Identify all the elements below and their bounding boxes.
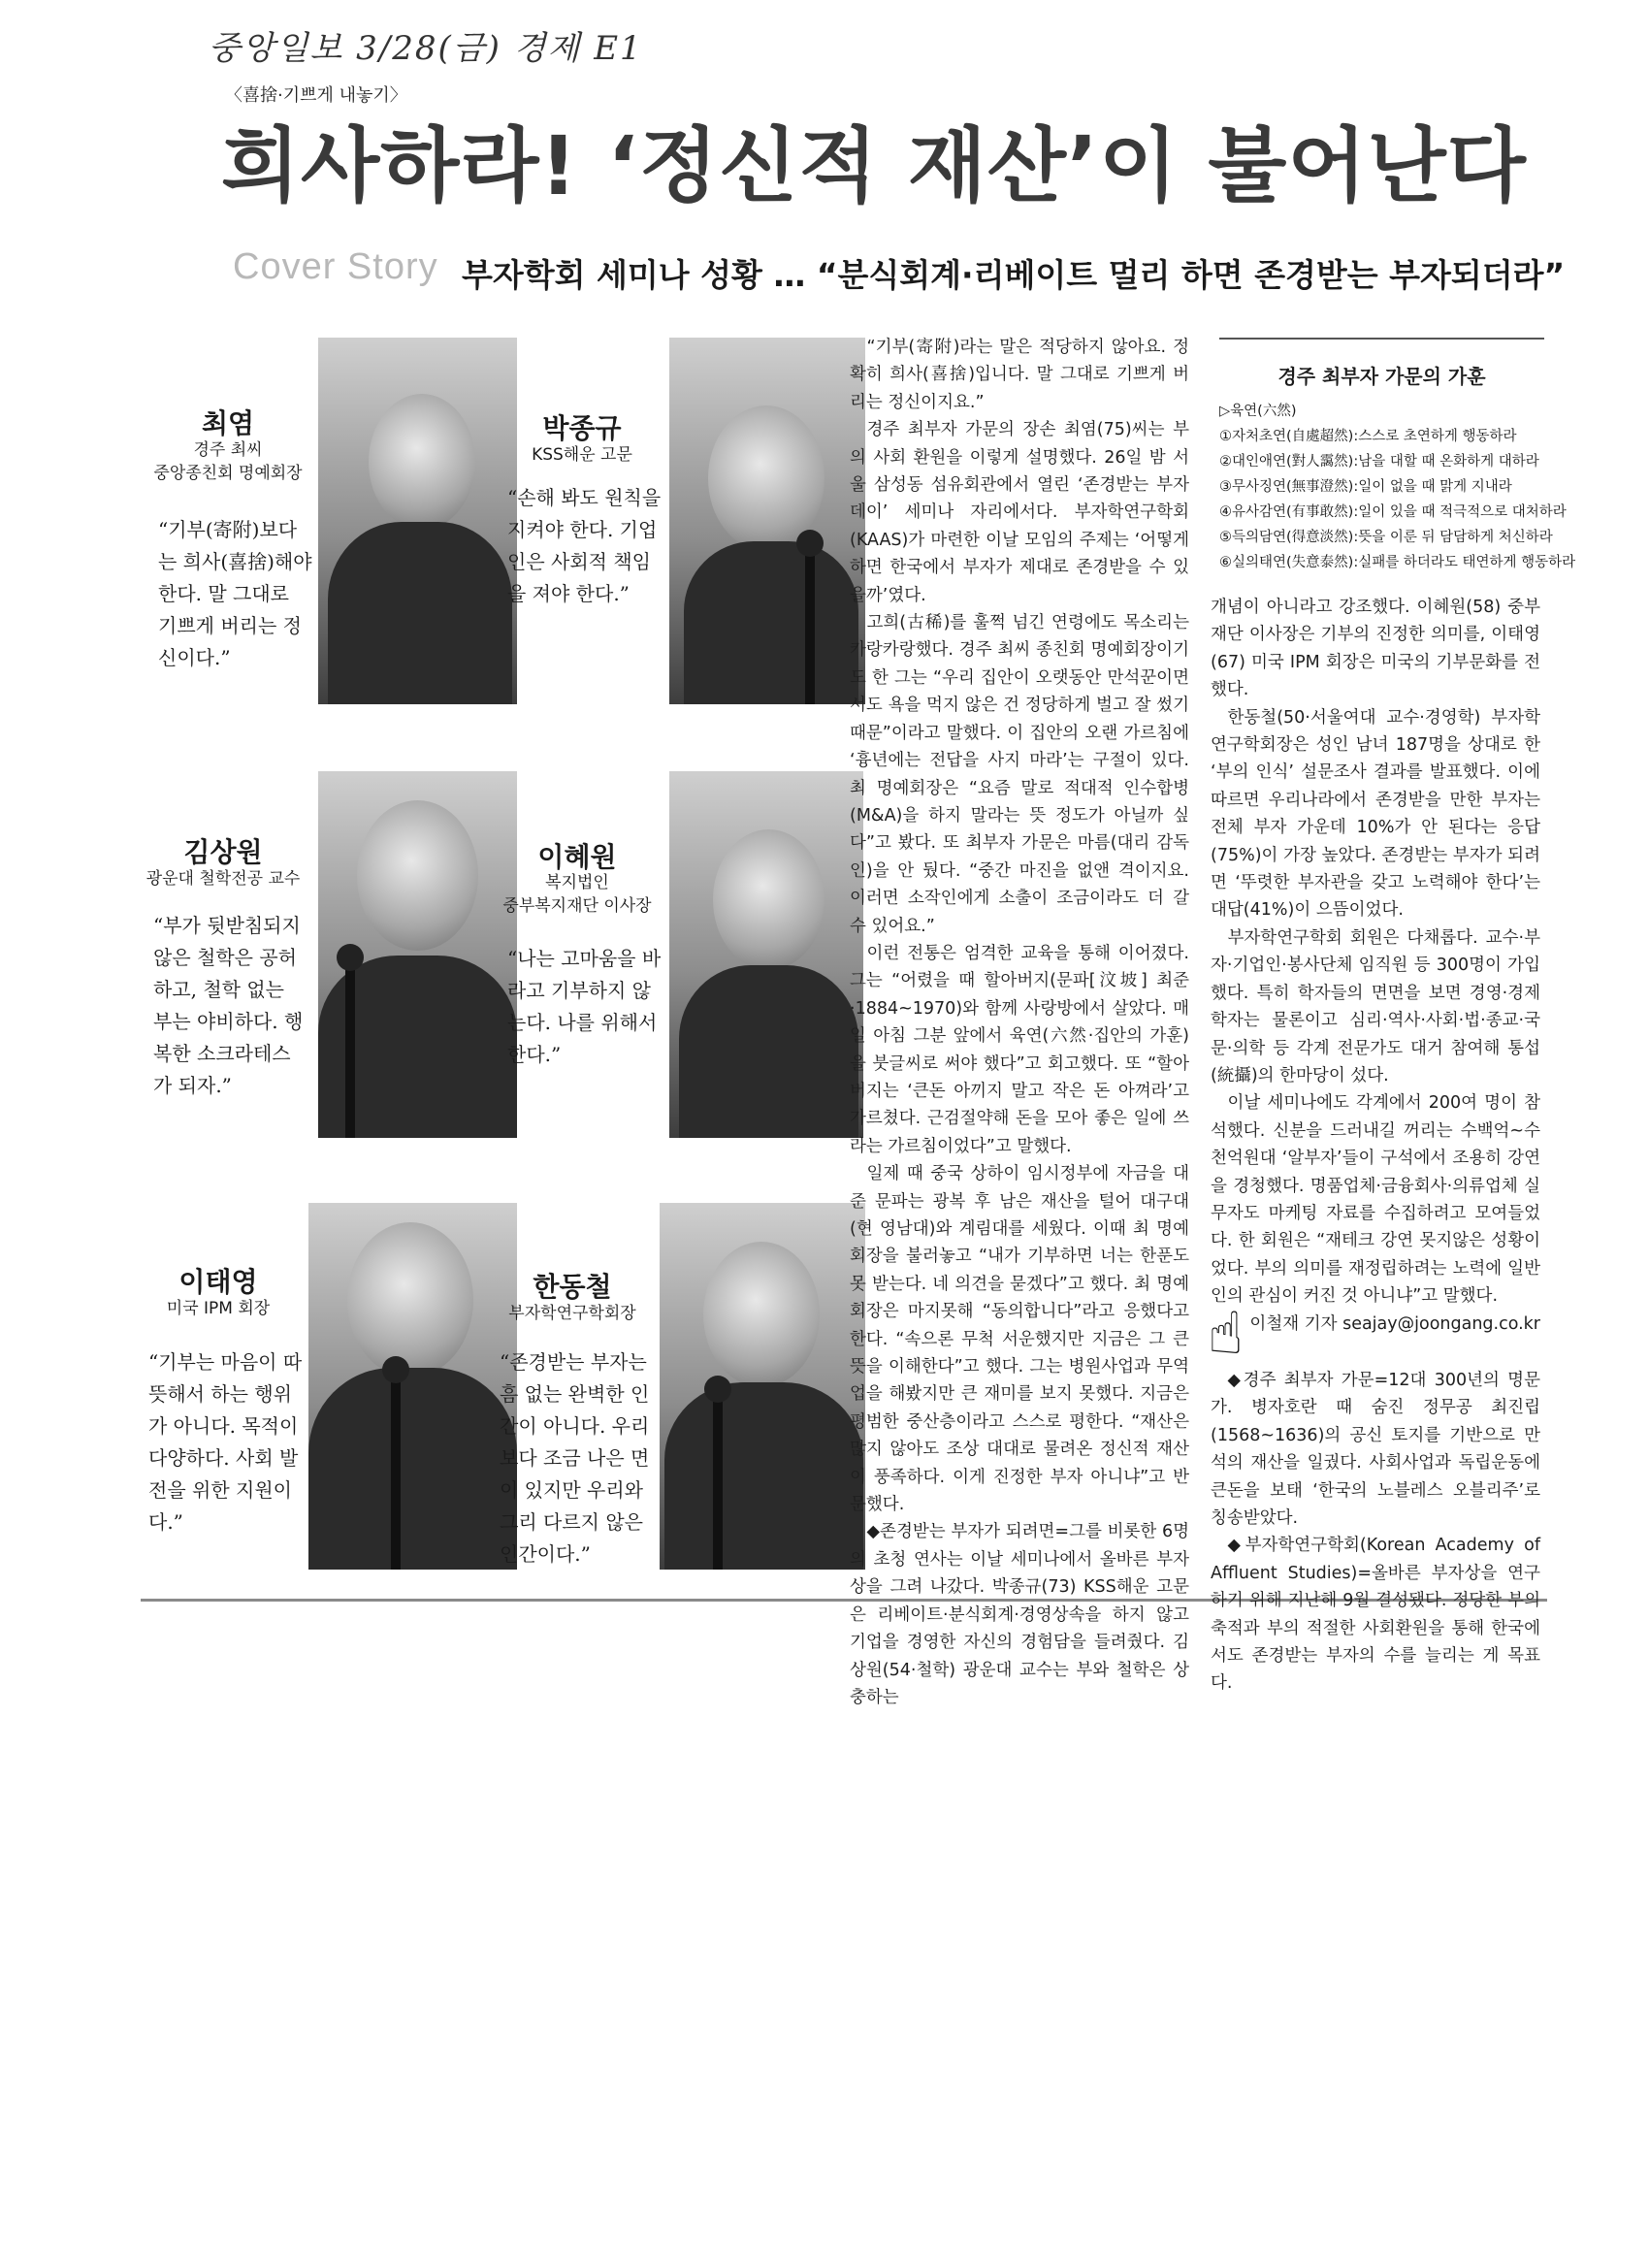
speaker-role: 경주 최씨 중앙종친회 명예회장	[153, 440, 303, 483]
speaker-quote: “나는 고마움을 바라고 기부하지 않는다. 나를 위해서 한다.”	[507, 947, 662, 1066]
speaker-quote: “기부(寄附)보다는 희사(喜捨)해야 한다. 말 그대로 기쁘게 버리는 정신이다.”	[158, 518, 312, 669]
paragraph: “기부(寄附)라는 말은 적당하지 않아요. 정확히 희사(喜捨)입니다. 말 그대로 기쁘게 버리는 정신이지요.”	[850, 338, 1189, 412]
article-column-2	[1211, 594, 1540, 1698]
paragraph: 부자학연구학회 회원은 다채롭다. 교수·부자·기업인·봉사단체 임직원 등 300명이 가입했다. 특히 학자들의 면면을 보면 경영·경제학자는 물론이고 심리·역사·사회·법·종교·국문·의학 등 각계 전문가도 대거 참여해 통섭(統攝)의 한마당이 섰다.	[1211, 927, 1540, 1085]
box-item: ⑥실의태연(失意泰然):실패를 하더라도 태연하게 행동하라	[1219, 555, 1576, 570]
box-subtitle: ▷육연(六然)	[1219, 404, 1297, 419]
speaker-name: 김상원	[183, 836, 263, 868]
speaker-role: 미국 IPM 회장	[166, 1299, 271, 1318]
speaker-photo	[660, 1203, 865, 1570]
box-item: ④유사감연(有事敢然):일이 있을 때 적극적으로 대처하라	[1219, 504, 1567, 520]
speaker-name: 한동철	[533, 1271, 612, 1303]
speaker-photo	[318, 338, 517, 704]
box-item: ③무사징연(無事澄然):일이 없을 때 맑게 지내라	[1219, 479, 1512, 495]
speaker-photo	[318, 771, 517, 1138]
speaker-quote: “존경받는 부자는 흠 없는 완벽한 인간이 아니다. 우리보다 조금 나은 면이 있지만 우리와 그리 다르지 않은 인간이다.”	[500, 1350, 650, 1566]
speaker-role: 광운대 철학전공 교수	[146, 869, 301, 889]
speaker-name: 이태영	[178, 1266, 258, 1298]
speaker-photo	[308, 1203, 517, 1570]
box-title: 경주 최부자 가문의 가훈	[1277, 365, 1486, 388]
speaker-quote: “손해 봐도 원칙을 지켜야 한다. 기업인은 사회적 책임을 져야 한다.”	[507, 486, 662, 605]
paragraph: 이런 전통은 엄격한 교육을 통해 이어졌다. 그는 “어렸을 때 할아버지(문파[汶坡] 최준·1884~1970)와 함께 사랑방에서 살았다. 매일 아침 그분 앞에서 육연(六然·집안의 가훈)을 붓글씨로 써야 했다”고 회고했다. 또 “할아버지는 ‘큰돈 아끼지 말고 작은 돈 아껴라’고 가르쳤다. 근검절약해 돈을 모아 좋은 일에 쓰라는 가르침이었다”고 말했다.	[850, 943, 1189, 1156]
speaker-role: 복지법인 중부복지재단 이사장	[502, 873, 652, 916]
speaker-role: KSS해운 고문	[532, 445, 632, 465]
speaker-quote: “기부는 마음이 따뜻해서 하는 행위가 아니다. 목적이 다양하다. 사회 발전을 위한 지원이다.”	[148, 1350, 303, 1534]
pointing-hand-icon: ☝	[1208, 1300, 1244, 1368]
byline: 이철재 기자 seajay@joongang.co.kr	[1249, 1313, 1540, 1334]
paragraph: 고희(古稀)를 훌쩍 넘긴 연령에도 목소리는 카랑카랑했다. 경주 최씨 종친회 명예회장이기도 한 그는 “우리 집안이 오랫동안 만석꾼이면서도 욕을 먹지 않은 건 정당하게 벌고 잘 썼기 때문”이라고 말했다. 이 집안의 오랜 가르침에 ‘흉년에는 전답을 사지 마라’는 구절이 있다. 최 명예회장은 “요즘 말로 적대적 인수합병(M&A)을 하지 말라는 뜻 정도가 아닐까 싶다”고 봤다. 또 최부자 가문은 마름(대리 감독인)을 안 뒀다. “중간 마진을 없앤 격이지요. 이러면 소작인에게 소출이 조금이라도 더 갈 수 있어요.”	[850, 613, 1189, 936]
box-item: ⑤득의담연(得意淡然):뜻을 이룬 뒤 담담하게 처신하라	[1219, 530, 1553, 545]
paragraph: ◆존경받는 부자가 되려면=그를 비롯한 6명의 초청 연사는 이날 세미나에서 올바른 부자상을 그려 나갔다. 박종규(73) KSS해운 고문은 리베이트·분식회계·경영상속을 하지 않고 기업을 경영한 자신의 경험담을 들려줬다. 김상원(54·철학) 광운대 교수는 부와 철학은 상충하는	[850, 1522, 1189, 1707]
box-item: ②대인애연(對人靄然):남을 대할 때 온화하게 대하라	[1219, 454, 1539, 470]
family-motto-box	[1219, 338, 1576, 575]
paragraph: 개념이 아니라고 강조했다. 이혜원(58) 중부재단 이사장은 기부의 진정한 의미를, 이태영(67) 미국 IPM 회장은 미국의 기부문화를 전했다.	[1211, 598, 1540, 700]
headline: 희사하라! ‘정신적 재산’이 불어난다	[221, 118, 1527, 213]
speaker-name: 박종규	[542, 412, 622, 444]
paragraph: 경주 최부자 가문의 장손 최염(75)씨는 부의 사회 환원을 이렇게 설명했다. 26일 밤 서울 삼성동 섬유회관에서 열린 ‘존경받는 부자 데이’ 세미나 자리에서다. 부자학연구학회(KAAS)가 마련한 이날 모임의 주제는 ‘어떻게 하면 한국에서 부자가 제대로 존경받을 수 있을까’였다.	[850, 420, 1189, 605]
paragraph: ◆경주 최부자 가문=12대 300년의 명문가. 병자호란 때 숨진 정무공 최진립(1568~1636)의 공신 토지를 기반으로 만석의 재산을 일궜다. 사회사업과 독립운동에 큰돈을 보태 ‘한국의 노블레스 오블리주’로 칭송받았다.	[1211, 1370, 1540, 1528]
speaker-quote: “부가 뒷받침되지 않은 철학은 공허하고, 철학 없는 부는 야비하다. 행복한 소크라테스가 되자.”	[153, 914, 304, 1097]
speaker-photo	[669, 771, 863, 1138]
speaker-role: 부자학연구학회장	[508, 1304, 636, 1323]
paragraph: 한동철(50·서울여대 교수·경영학) 부자학연구학회장은 성인 남녀 187명을 상대로 한 ‘부의 인식’ 설문조사 결과를 발표했다. 이에 따르면 우리나라에서 존경받을 만한 부자는 전체 부자 가운데 10%가 안 된다는 응답(75%)이 가장 높았다. 존경받는 부자가 되려면 ‘뚜렷한 부자관을 갖고 노력해야 한다’는 대답(41%)이 으뜸이었다.	[1211, 707, 1540, 921]
speaker-name: 최염	[201, 407, 255, 439]
article-column-1	[850, 334, 1189, 1711]
handwritten-note: 중앙일보 3/28(금) 경제 E1	[209, 29, 643, 68]
section-label: Cover Story	[233, 246, 438, 287]
paragraph: ◆부자학연구학회(Korean Academy of Affluent Studies)=올바른 부자상을 연구하기 위해 지난해 9월 결성됐다. 정당한 부의 축적과 부의 적절한 사회환원을 통해 한국에서도 존경받는 부자의 수를 늘리는 게 목표다.	[1211, 1536, 1540, 1694]
paragraph: 이날 세미나에도 각계에서 200여 명이 참석했다. 신분을 드러내길 꺼리는 수백억~수천억원대 ‘알부자’들이 구석에서 조용히 강연을 경청했다. 명품업체·금융회사·의류업체 실무자도 마케팅 자료를 수집하려고 모여들었다. 한 회원은 “재테크 강연 못지않은 성황이었다. 부의 의미를 재정립하려는 노력에 일반인의 관심이 커진 것 아니냐”고 말했다.	[1211, 1093, 1540, 1307]
headline-kicker: 〈喜捨·기쁘게 내놓기〉	[225, 85, 407, 106]
speaker-photo	[669, 338, 865, 704]
speaker-name: 이혜원	[537, 841, 617, 873]
paragraph: 일제 때 중국 상하이 임시정부에 자금을 대준 문파는 광복 후 남은 재산을 털어 대구대(현 영남대)와 계림대를 세웠다. 이때 최 명예회장을 불러놓고 “내가 기부하면 너는 한푼도 못 받는다. 네 의견을 묻겠다”고 했다. 최 명예회장은 마지못해 “동의합니다”라고 응했다고 한다. “속으론 무척 서운했지만 지금은 그 큰 뜻을 이해한다”고 했다. 그는 병원사업과 무역업을 해봤지만 큰 재미를 보지 못했다. 지금은 평범한 중산층이라고 스스로 평한다. “재산은 많지 않아도 조상 대대로 물려온 정신적 재산이 풍족하다. 이게 진정한 부자 아니냐”고 반문했다.	[850, 1164, 1189, 1515]
subheadline: 부자학회 세미나 성황 … “분식회계·리베이트 멀리 하면 존경받는 부자되더라”	[462, 256, 1566, 294]
box-item: ①자처초연(自處超然):스스로 초연하게 행동하라	[1219, 429, 1517, 444]
